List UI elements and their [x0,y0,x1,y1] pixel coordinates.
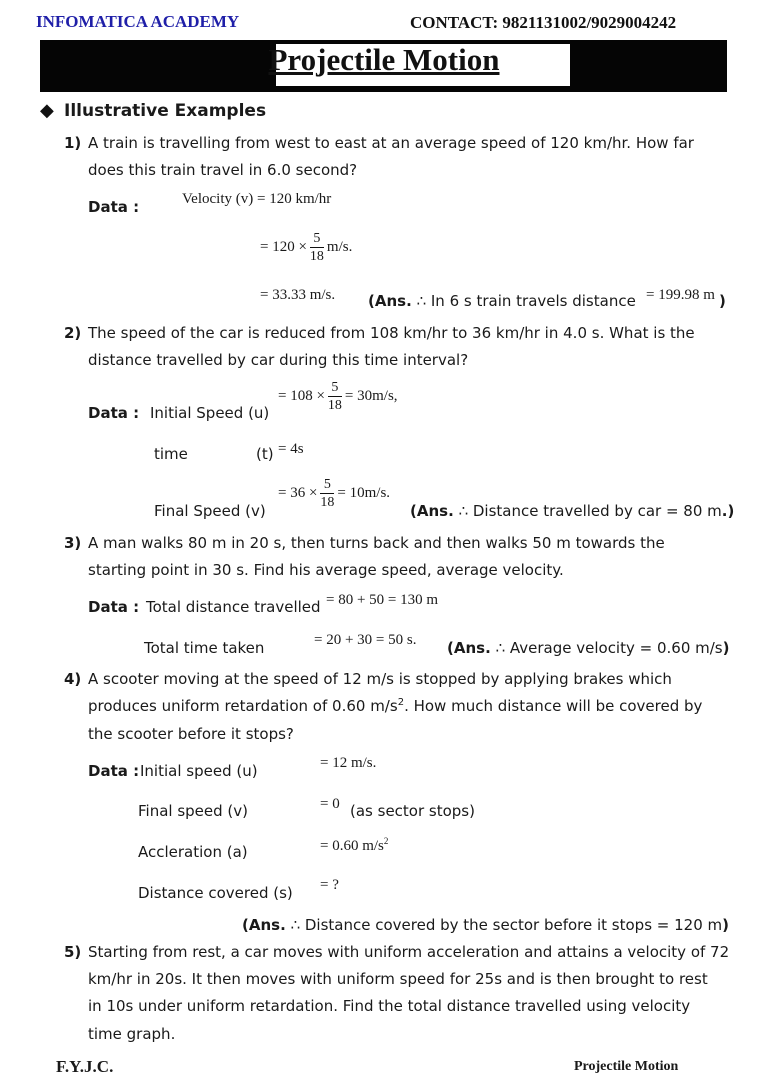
q2-ans-label: (Ans. [410,502,454,520]
q1-velocity: Velocity (v) = 120 km/hr [182,191,332,207]
q4-text-line3: the scooter before it stops? [88,725,294,743]
q4-final-note: (as sector stops) [350,802,475,820]
q2-initial-label: Initial Speed (u) [150,404,270,422]
contact-info: CONTACT: 9821131002/9029004242 [410,13,677,32]
q2-initial-num: 5 [328,379,342,397]
q3-ans-close: ) [722,639,730,657]
q2-final-post: = 10m/s. [337,484,391,501]
q2-text-line2: distance travelled by car during this time interval? [88,351,469,369]
q4-line2-pre: produces uniform retardation of 0.60 m/s [88,697,398,715]
q4-data-label: Data : [88,762,140,780]
q5-text-line4: time graph. [88,1025,176,1043]
q4-ans-text: ∴ Distance covered by the sector before it stops = 120 m [290,916,723,934]
q5-text-line2: km/hr in 20s. It then moves with uniform speed for 25s and is then brought to rest [88,970,708,988]
q3-ans-label: (Ans. [447,639,491,657]
q1-data-label: Data : [88,198,140,216]
q3-distance-value: = 80 + 50 = 130 m [326,592,439,608]
q1-ans-text: ∴ In 6 s train travels distance [416,292,636,310]
q1-ans-value: = 199.98 m [646,287,715,303]
q2-initial-fraction [328,379,342,414]
q1-result: = 33.33 m/s. [260,287,336,303]
q4-answer [242,916,729,934]
q3-time-label: Total time taken [144,639,265,657]
q2-final-fraction [320,476,334,511]
q2-time-label: time [154,445,188,463]
section-title: Illustrative Examples [64,101,267,121]
q1-conversion-pre: = 120 × [260,238,307,255]
q1-number: 1) [64,134,82,152]
q4-initial-value: = 12 m/s. [320,755,377,771]
q2-final-num: 5 [320,476,334,494]
q5-text-line3: in 10s under uniform retardation. Find the total distance travelled using velocity [88,997,691,1015]
academy-name: INFOMATICA ACADEMY [36,12,240,31]
q3-data-label: Data : [88,598,140,616]
q1-conversion [260,230,352,265]
q2-final-calc [278,476,390,511]
q4-final-label: Final speed (v) [138,802,249,820]
q2-initial-pre: = 108 × [278,387,325,404]
q5-text-line1: Starting from rest, a car moves with uniform acceleration and attains a velocity of 72 [88,943,730,961]
q1-fraction [310,230,324,265]
q3-text-line2: starting point in 30 s. Find his average speed, average velocity. [88,561,564,579]
q4-text-line2 [88,697,702,715]
q3-number: 3) [64,534,82,552]
q2-initial-calc [278,379,398,414]
q3-answer [447,639,729,657]
q4-distance-value: = ? [320,877,339,893]
q2-text-line1: The speed of the car is reduced from 108 km/hr to 36 km/hr in 4.0 s. What is the [88,324,695,342]
q3-distance-label: Total distance travelled [146,598,321,616]
q4-acc-val: = 0.60 m/s [320,838,384,854]
q4-text-line1: A scooter moving at the speed of 12 m/s is stopped by applying brakes which [88,670,672,688]
q4-line2-post: . How much distance will be covered by [404,697,703,715]
q4-initial-label: Initial speed (u) [140,762,258,780]
q2-answer [410,502,734,520]
q1-frac-den: 18 [309,249,324,264]
q3-text-line1: A man walks 80 m in 20 s, then turns back and then walks 50 m towards the [88,534,665,552]
q4-acc-label: Accleration (a) [138,843,248,861]
q4-ans-close: ) [722,916,729,934]
q5-number: 5) [64,943,82,961]
q4-acc-value [320,836,388,855]
footer-class: F.Y.J.C. [56,1057,114,1076]
diamond-bullet-icon: ◆ [40,100,54,121]
q2-initial-den: 18 [327,398,342,413]
q1-answer [368,292,636,310]
q1-conversion-post: m/s. [326,238,353,255]
footer-topic: Projectile Motion [574,1059,679,1074]
q2-final-pre: = 36 × [278,484,318,501]
q3-time-value: = 20 + 30 = 50 s. [314,632,417,648]
q1-ans-close: ) [719,292,726,310]
q4-ans-label: (Ans. [242,916,286,934]
q2-final-den: 18 [320,495,335,510]
q1-text-line2: does this train travel in 6.0 second? [88,161,358,179]
q4-final-value: = 0 [320,796,340,812]
q2-ans-close: .) [721,502,735,520]
q2-time-symbol: (t) [256,445,274,463]
q1-ans-label: (Ans. [368,292,412,310]
q4-acc-sup: 2 [383,836,389,846]
page-title: Projectile Motion [268,42,500,77]
q4-number: 4) [64,670,82,688]
q2-ans-text: ∴ Distance travelled by car = 80 m [458,502,722,520]
q3-ans-text: ∴ Average velocity = 0.60 m/s [495,639,723,657]
q4-distance-label: Distance covered (s) [138,884,293,902]
q4-line2-sup: 2 [397,697,405,708]
q2-initial-post: = 30m/s, [344,387,398,404]
q1-frac-num: 5 [310,230,324,248]
q2-final-label: Final Speed (v) [154,502,266,520]
q2-time-value: = 4s [278,441,304,457]
q2-data-label: Data : [88,404,140,422]
q2-number: 2) [64,324,82,342]
q1-text-line1: A train is travelling from west to east at an average speed of 120 km/hr. How far [88,134,694,152]
